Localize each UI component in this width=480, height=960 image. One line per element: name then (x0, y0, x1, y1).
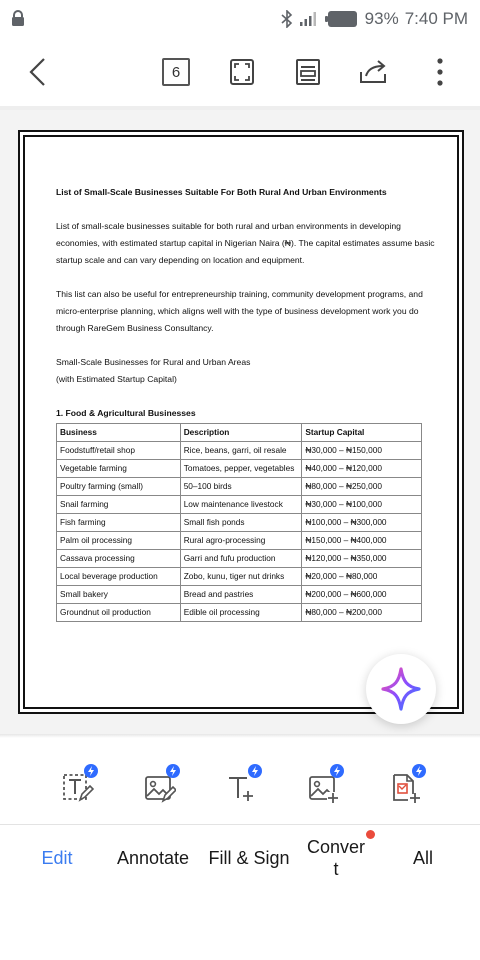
premium-badge (84, 764, 98, 778)
lightning-icon (415, 766, 423, 776)
tab-convert-line1: Conver (306, 837, 366, 857)
cell-description: Small fish ponds (180, 514, 302, 532)
clock: 7:40 PM (404, 9, 468, 28)
bluetooth-icon (281, 10, 293, 28)
premium-badge (166, 764, 180, 778)
cell-capital: ₦30,000 – ₦100,000 (302, 496, 422, 514)
cell-description: Bread and pastries (180, 586, 302, 604)
premium-badge (248, 764, 262, 778)
section-subtitle: (with Estimated Startup Capital) (56, 374, 177, 384)
cell-capital: ₦100,000 – ₦300,000 (302, 514, 422, 532)
cell-business: Foodstuff/retail shop (57, 442, 181, 460)
cell-description: Rural agro-processing (180, 532, 302, 550)
page-layout-button[interactable] (288, 52, 328, 92)
cell-capital: ₦80,000 – ₦250,000 (302, 478, 422, 496)
cell-description: Low maintenance livestock (180, 496, 302, 514)
tab-annotate[interactable] (108, 828, 198, 888)
add-image-tool[interactable] (298, 762, 350, 814)
cell-business: Fish farming (57, 514, 181, 532)
back-button[interactable] (18, 52, 58, 92)
tab-convert[interactable] (304, 828, 368, 888)
cell-capital: ₦200,000 – ₦600,000 (302, 586, 422, 604)
add-text-tool[interactable] (216, 762, 268, 814)
bottom-panel-shadow (0, 734, 480, 738)
lock-icon (11, 10, 25, 26)
status-bar (0, 0, 480, 38)
cell-business: Small bakery (57, 586, 181, 604)
table-row (57, 586, 422, 604)
cell-description: Rice, beans, garri, oil resale (180, 442, 302, 460)
table-row (57, 442, 422, 460)
cell-business: Snail farming (57, 496, 181, 514)
tab-convert-label (307, 836, 365, 880)
tab-all-label: All (412, 847, 433, 868)
cell-capital: ₦120,000 – ₦350,000 (302, 550, 422, 568)
pdf-page[interactable] (18, 130, 464, 714)
fullscreen-button[interactable] (222, 52, 262, 92)
edit-image-tool[interactable] (134, 762, 186, 814)
cell-capital: ₦150,000 – ₦400,000 (302, 532, 422, 550)
premium-badge (412, 764, 426, 778)
cell-description: Zobo, kunu, tiger nut drinks (180, 568, 302, 586)
back-arrow-icon (28, 57, 48, 87)
lightning-icon (251, 766, 259, 776)
table-row (57, 460, 422, 478)
table-row (57, 514, 422, 532)
header-description: Description (180, 424, 302, 442)
lightning-icon (169, 766, 177, 776)
header-business: Business (57, 424, 181, 442)
page-count: 6 (162, 58, 190, 86)
share-icon (358, 58, 390, 86)
table-row (57, 496, 422, 514)
add-page-tool[interactable] (380, 762, 432, 814)
cell-business: Groundnut oil production (57, 604, 181, 622)
tab-annotate-label: Annotate (116, 847, 190, 868)
lightning-icon (87, 766, 95, 776)
table-row (57, 568, 422, 586)
document-title: List of Small-Scale Businesses Suitable For Both Rural And Urban Environments (56, 187, 387, 197)
section-title: Small-Scale Businesses for Rural and Urban Areas (56, 357, 251, 367)
document-viewer[interactable] (0, 110, 480, 734)
lightning-icon (333, 766, 341, 776)
share-button[interactable] (354, 52, 394, 92)
tab-fill-sign[interactable] (206, 828, 292, 888)
cell-capital: ₦80,000 – ₦200,000 (302, 604, 422, 622)
page-count-button[interactable] (156, 52, 196, 92)
cell-business: Cassava processing (57, 550, 181, 568)
cell-business: Palm oil processing (57, 532, 181, 550)
header-startup-capital: Startup Capital (302, 424, 422, 442)
cell-capital: ₦40,000 – ₦120,000 (302, 460, 422, 478)
bottom-tab-bar (0, 828, 480, 888)
intro-paragraph: List of small-scale businesses suitable for both rural and urban environments in developing economies, with estimated startup capital in Nigerian Naira (₦). The capital estimates assume basic startup scale and can vary depending on location and equipment. (56, 221, 435, 265)
page-content (56, 184, 436, 622)
ai-sparkle-icon (381, 667, 421, 711)
cell-description: Garri and fufu production (180, 550, 302, 568)
cell-capital: ₦20,000 – ₦80,000 (302, 568, 422, 586)
battery-percent: 93% (364, 9, 399, 28)
page-layout-icon (295, 58, 321, 86)
cell-business: Poultry farming (small) (57, 478, 181, 496)
tab-edit-label: Edit (41, 847, 73, 868)
tab-fill-sign-label: Fill & Sign (208, 847, 290, 868)
signal-icon (299, 11, 319, 27)
tab-convert-line2: t (333, 859, 339, 879)
table-header-row (57, 424, 422, 442)
table-row (57, 532, 422, 550)
business-table (56, 423, 422, 622)
edit-text-tool[interactable] (52, 762, 104, 814)
cell-description: 50–100 birds (180, 478, 302, 496)
cell-business: Local beverage production (57, 568, 181, 586)
ai-assistant-button[interactable] (366, 654, 436, 724)
fullscreen-icon (229, 58, 255, 86)
table-row (57, 604, 422, 622)
usage-paragraph: This list can also be useful for entrepreneurship training, community development programs, and micro-enterprise planning, which aligns well with the type of business development work you do through RareGem Business Consultancy. (56, 289, 423, 333)
top-toolbar (0, 40, 480, 104)
more-options-button[interactable] (420, 52, 460, 92)
cell-description: Tomatoes, pepper, vegetables (180, 460, 302, 478)
notification-dot (366, 830, 375, 839)
cell-description: Edible oil processing (180, 604, 302, 622)
cell-capital: ₦30,000 – ₦150,000 (302, 442, 422, 460)
table-row (57, 550, 422, 568)
tabs-divider (0, 824, 480, 825)
edit-tools-row (0, 762, 480, 822)
tab-all[interactable] (400, 828, 446, 888)
premium-badge (330, 764, 344, 778)
tab-edit[interactable] (28, 828, 86, 888)
more-vert-icon (437, 58, 443, 86)
table-heading: 1. Food & Agricultural Businesses (56, 408, 196, 418)
battery-icon (325, 10, 359, 28)
table-row (57, 478, 422, 496)
cell-business: Vegetable farming (57, 460, 181, 478)
